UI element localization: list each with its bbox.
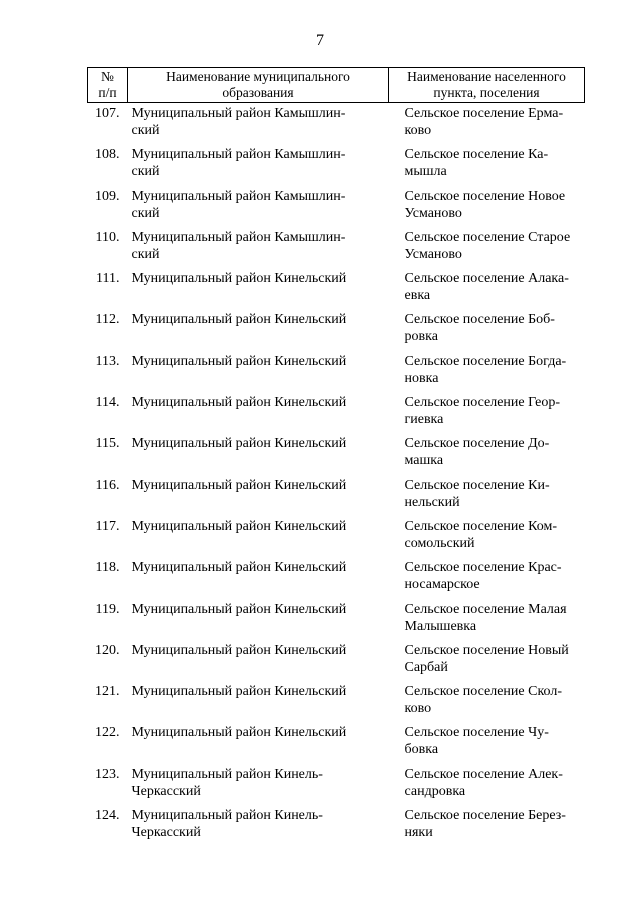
settlements-table (87, 67, 585, 846)
settlement-name: Сельское поселение Новое Усманово (404, 188, 566, 221)
municipality-name: Муниципальный район Кинельский (131, 395, 347, 411)
table-row (88, 764, 585, 805)
table-body (88, 103, 585, 847)
municipality-name: Муниципальный район Камышлин- ский (131, 188, 346, 221)
row-number: 108. (95, 147, 120, 163)
settlement-name: Сельское поселение Новый Сарбай (404, 642, 569, 675)
table-row (88, 186, 585, 227)
row-number: 118. (95, 560, 120, 576)
settlement-name: Сельское поселение Старое Усманово (404, 229, 571, 262)
municipality-name: Муниципальный район Кинельский (131, 271, 347, 287)
header-settlement: Наименование населенного пункта, поселения (389, 68, 585, 103)
header-municipality: Наименование муниципального образования (128, 68, 389, 103)
municipality-name: Муниципальный район Кинельский (131, 642, 347, 658)
settlement-name: Сельское поселение Ерма- ково (404, 106, 564, 138)
row-number: 109. (95, 188, 120, 204)
settlement-name: Сельское поселение Ком- сомольский (404, 518, 558, 551)
row-number: 107. (95, 106, 120, 121)
table-row (88, 144, 585, 185)
municipality-name: Муниципальный район Кинельский (131, 518, 347, 534)
table-row (88, 351, 585, 392)
settlement-name: Сельское поселение Чу- бовка (404, 725, 549, 758)
table-row (88, 227, 585, 268)
settlement-name: Сельское поселение Берез- няки (404, 808, 566, 841)
row-number: 117. (95, 518, 120, 534)
municipality-name: Муниципальный район Камышлин- ский (131, 147, 346, 180)
header-number: № п/п (88, 68, 128, 103)
municipality-name: Муниципальный район Кинельский (131, 477, 347, 493)
municipality-name: Муниципальный район Кинельский (131, 601, 347, 617)
table-row (88, 103, 585, 145)
table-row (88, 475, 585, 516)
settlement-name: Сельское поселение Крас- носамарское (404, 560, 562, 593)
settlement-name: Сельское поселение Геор- гиевка (404, 395, 561, 428)
municipality-name: Муниципальный район Кинельский (131, 436, 347, 452)
settlement-name: Сельское поселение Малая Малышевка (404, 601, 567, 634)
municipality-name: Муниципальный район Кинельский (131, 312, 347, 328)
table-row (88, 268, 585, 309)
table-row (88, 309, 585, 350)
row-number: 116. (95, 477, 120, 493)
row-number: 122. (95, 725, 120, 741)
settlement-name: Сельское поселение Ки- нельский (404, 477, 550, 510)
row-number: 111. (96, 271, 120, 287)
row-number: 124. (95, 808, 120, 824)
table-row (88, 722, 585, 763)
row-number: 112. (95, 312, 120, 328)
row-number: 120. (95, 642, 120, 658)
table-row (88, 805, 585, 846)
row-number: 119. (95, 601, 120, 617)
municipality-name: Муниципальный район Камышлин- ский (131, 229, 346, 262)
settlement-name: Сельское поселение Боб- ровка (404, 312, 555, 345)
header-row (88, 68, 585, 103)
municipality-name: Муниципальный район Кинель- Черкасский (131, 766, 323, 799)
row-number: 115. (95, 436, 120, 452)
municipality-name: Муниципальный район Кинельский (131, 725, 347, 741)
row-number: 114. (95, 395, 120, 411)
municipality-name: Муниципальный район Кинельский (131, 353, 347, 369)
table-row (88, 640, 585, 681)
table-row (88, 681, 585, 722)
table-row (88, 433, 585, 474)
table-row (88, 557, 585, 598)
row-number: 113. (95, 353, 120, 369)
settlement-name: Сельское поселение Богда- новка (404, 353, 567, 386)
row-number: 110. (95, 229, 120, 245)
settlement-name: Сельское поселение Алака- евка (404, 271, 569, 304)
municipality-name: Муниципальный район Кинельский (131, 560, 347, 576)
table-row (88, 516, 585, 557)
row-number: 121. (95, 684, 120, 700)
settlement-name: Сельское поселение Ка- мышла (404, 147, 549, 180)
municipality-name: Муниципальный район Кинель- Черкасский (131, 808, 323, 841)
table-row (88, 392, 585, 433)
settlement-name: Сельское поселение Алек- сандровка (404, 766, 563, 799)
table-row (88, 599, 585, 640)
municipality-name: Муниципальный район Камышлин- ский (131, 106, 346, 138)
municipality-name: Муниципальный район Кинельский (131, 684, 347, 700)
table-header (88, 68, 585, 103)
page-number: 7 (316, 32, 324, 49)
settlement-name: Сельское поселение Скол- ково (404, 684, 563, 717)
settlement-name: Сельское поселение До- машка (404, 436, 550, 469)
row-number: 123. (95, 766, 120, 782)
